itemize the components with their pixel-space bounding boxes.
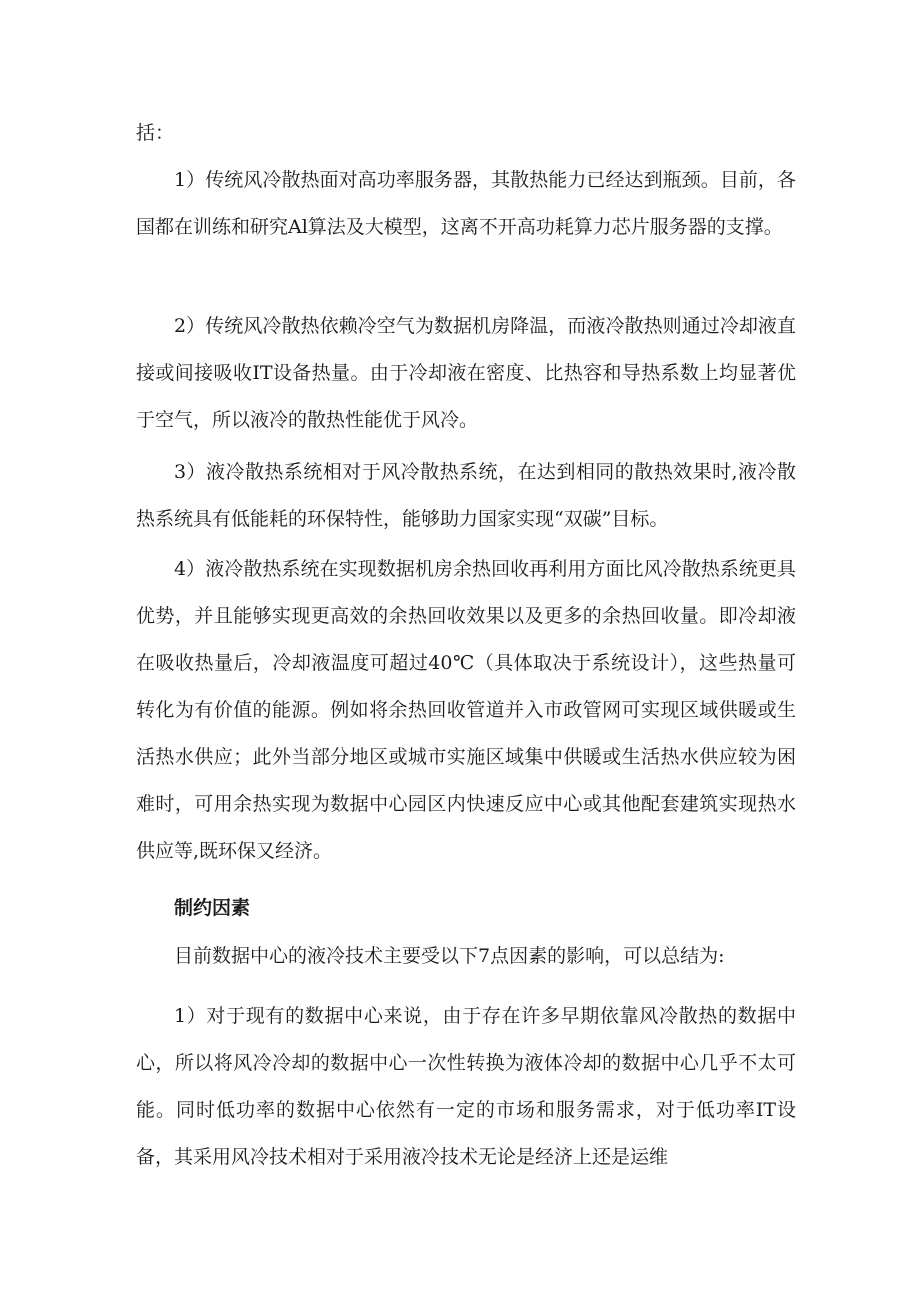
paragraph-point-4: 4）液冷散热系统在实现数据机房余热回收再利用方面比风冷散热系统更具优势，并且能够实现更高效的余热回收效果以及更多的余热回收量。即冷却液在吸收热量后，冷却液温度可超过40℃（具体取决于系统设计），这些热量可转化为有价值的能源。例如将余热回收管道并入市政管网可实现区域供暖或生活热水供应；此外当部分地区或城市实施区域集中供暖或生活热水供应较为困难时，可用余热实现为数据中心园区内快速反应中心或其他配套建筑实现热水供应等,既环保又经济。 (136, 558, 796, 862)
paragraph-intro-tail: 括： (136, 122, 175, 144)
paragraph-point-3: 3）液冷散热系统相对于风冷散热系统，在达到相同的散热效果时,液冷散热系统具有低能耗的环保特性，能够助力国家实现“双碳”目标。 (136, 461, 796, 530)
section-heading: 制约因素 (174, 897, 251, 919)
paragraph-constraint-1: 1）对于现有的数据中心来说，由于存在许多早期依靠风冷散热的数据中心，所以将风冷冷却的数据中心一次性转换为液体冷却的数据中心几乎不太可能。同时低功率的数据中心依然有一定的市场和服务需求，对于低功率IT设备，其采用风冷技术相对于采用液冷技术无论是经济上还是运维 (136, 1005, 796, 1168)
paragraph-constraints-intro: 目前数据中心的液冷技术主要受以下7点因素的影响，可以总结为: (174, 945, 725, 967)
paragraph-point-2: 2）传统风冷散热依赖冷空气为数据机房降温，而液冷散热则通过冷却液直接或间接吸收IT设备热量。由于冷却液在密度、比热容和导热系数上均显著优于空气，所以液冷的散热性能优于风冷。 (136, 315, 796, 431)
paragraph-point-1: 1）传统风冷散热面对高功率服务器，其散热能力已经达到瓶颈。目前，各国都在训练和研究Al算法及大模型，这离不开高功耗算力芯片服务器的支撑。 (136, 169, 796, 238)
